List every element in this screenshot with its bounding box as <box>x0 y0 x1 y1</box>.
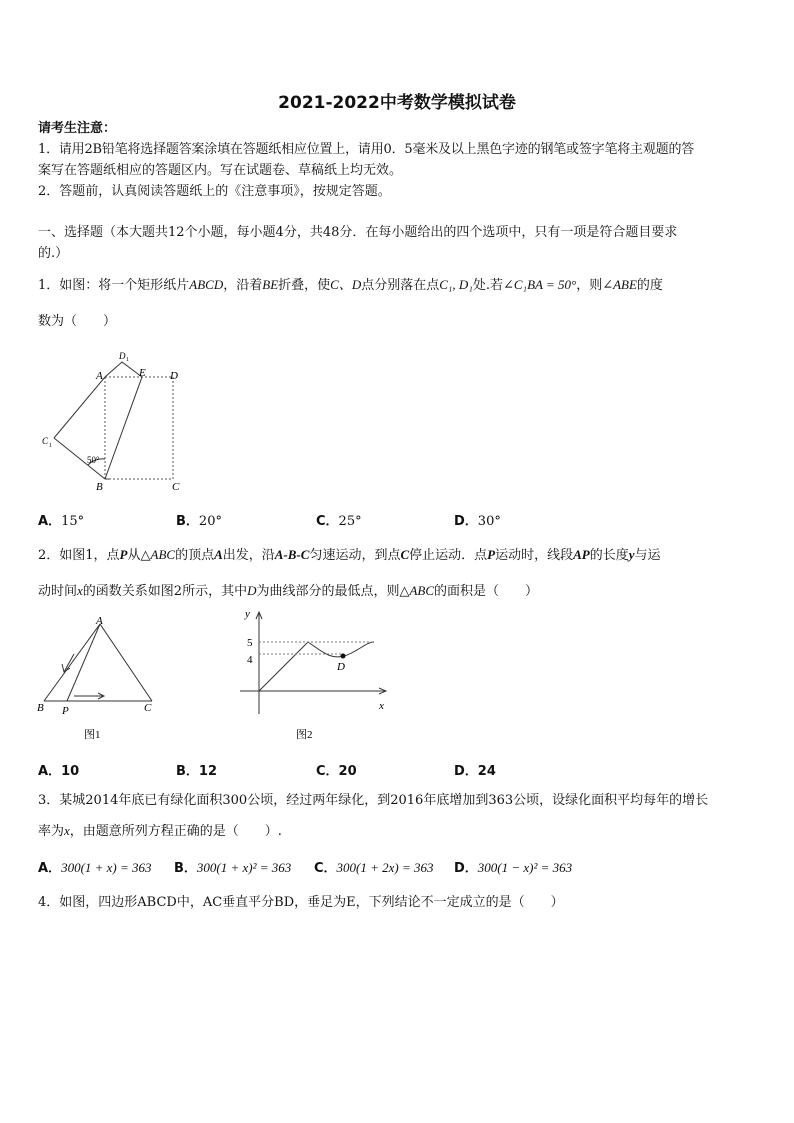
option-letter: B． <box>176 514 199 529</box>
q1-text: 1．如图：将一个矩形纸片 <box>38 278 190 293</box>
q2-option-b[interactable] <box>176 760 217 779</box>
option-letter: D． <box>454 764 478 779</box>
notice-heading: 请考生注意： <box>38 121 117 136</box>
option-value: 300(1 + 2x) = 363 <box>336 860 434 875</box>
q3-option-a[interactable] <box>38 857 152 876</box>
q2-fig1-label-b: B <box>37 702 44 714</box>
q2-text: 的长度 <box>589 548 629 563</box>
section-heading-line-1: 一、选择题（本大题共12个小题，每小题4分，共48分．在每小题给出的四个选项中，只有一项是符合题目要求 <box>38 225 678 240</box>
option-letter: C． <box>316 514 339 529</box>
q1-label-c1: C <box>42 436 49 446</box>
q3-value-300: 300 <box>222 793 248 808</box>
q2-stem-line-1 <box>38 544 661 566</box>
q2-figure-2 <box>228 606 398 744</box>
q2-text: 出发，沿 <box>222 548 275 563</box>
q1-abe: ∠ABE <box>602 277 637 292</box>
q1-label-d1-sub: 1 <box>126 357 129 363</box>
notice-line-2: 案写在答题纸相应的答题区内。写在试题卷、草稿纸上均无效。 <box>38 163 403 178</box>
q3-year-2016: 2016 <box>390 793 424 808</box>
q1-option-d[interactable] <box>454 510 501 529</box>
q2-option-d[interactable] <box>454 760 496 779</box>
q2-text: 动时间 <box>38 584 78 599</box>
option-value: 30° <box>477 514 501 529</box>
q2-abc2: ABC <box>409 583 435 598</box>
q2-fig2-tick-4: 4 <box>247 654 253 666</box>
q2-text: 从△ <box>127 548 151 563</box>
option-letter: A． <box>38 861 62 876</box>
q2-fig2-label-y: y <box>245 608 250 620</box>
q3-text: ，由题意所列方程正确的是（ ）. <box>69 824 282 839</box>
q1-text: 点分别落在点 <box>361 278 440 293</box>
option-value: 10 <box>61 764 80 779</box>
q2-fig2-tick-5: 5 <box>247 637 253 649</box>
notice-line-1: 1．请用2B铅笔将选择题答案涂填在答题纸相应位置上，请用0．5毫米及以上黑色字迹的钢笔或签字笔将主观题的答 <box>38 142 695 157</box>
q2-ap: AP <box>573 547 590 562</box>
q1-cd: C、D <box>330 277 362 292</box>
q2-text: 的顶点 <box>175 548 215 563</box>
q2-d: D <box>247 583 257 598</box>
option-value: 24 <box>477 764 496 779</box>
q1-option-b[interactable] <box>176 510 222 529</box>
q2-text: 与运 <box>634 548 661 563</box>
q1-text: ，则 <box>576 278 603 293</box>
q2-fig1-caption: 图1 <box>84 729 101 741</box>
q1-text: 的度 <box>636 278 663 293</box>
q3-x: x <box>64 823 70 838</box>
q2-figure-1 <box>34 612 164 744</box>
option-letter: A． <box>38 764 62 779</box>
q3-text: 年底增加到 <box>423 793 489 808</box>
q2-text: 2．如图1，点 <box>38 548 120 563</box>
q1-label-a: A <box>96 370 103 382</box>
q2-x: x <box>77 583 83 598</box>
q2-option-a[interactable] <box>38 760 79 779</box>
q1-option-a[interactable] <box>38 510 84 529</box>
page-title: 2021-2022中考数学模拟试卷 <box>278 93 516 113</box>
option-value: 300(1 − x)² = 363 <box>477 860 573 875</box>
q3-year-2014: 2014 <box>85 793 119 808</box>
option-value: 300(1 + x) = 363 <box>61 860 152 875</box>
q1-angle: ∠C₁BA = 50° <box>502 277 577 292</box>
q1-abcd: ABCD <box>189 277 224 292</box>
q1-label-d1: D <box>119 351 126 361</box>
q2-text: 的面积是（ ） <box>434 584 539 599</box>
option-value: 15° <box>61 514 85 529</box>
q1-text: 折叠，使 <box>278 278 331 293</box>
option-letter: C． <box>316 764 339 779</box>
option-value: 25° <box>338 514 362 529</box>
option-value: 12 <box>198 764 218 779</box>
q1-label-e: E <box>139 367 146 379</box>
q1-option-c[interactable] <box>316 510 362 529</box>
q2-abc: ABC <box>150 547 176 562</box>
notice-line-3: 2．答题前，认真阅读答题纸上的《注意事项》，按规定答题。 <box>38 184 391 199</box>
q1-c1d1: C₁, D₁ <box>439 277 473 292</box>
option-value: 20° <box>198 514 222 529</box>
option-value: 20 <box>338 764 357 779</box>
option-letter: A． <box>38 514 62 529</box>
q3-text: 公顷，设绿化面积平均每年的增长 <box>513 793 709 808</box>
q2-text: 停止运动．点 <box>409 548 488 563</box>
q1-label-c1-sub: 1 <box>49 443 52 449</box>
q2-fig1-label-c: C <box>144 702 152 714</box>
q1-label-d: D <box>170 370 178 382</box>
q3-stem-line-2 <box>38 820 282 842</box>
q4-stem: 4．如图，四边形ABCD中，AC垂直平分BD，垂足为E，下列结论不一定成立的是（ ） <box>38 895 564 910</box>
q1-stem-line-2: 数为（ ） <box>38 314 117 329</box>
q2-text: 运动时，线段 <box>495 548 574 563</box>
q2-text: 匀速运动，到点 <box>309 548 401 563</box>
option-letter: D． <box>454 861 478 876</box>
q2-fig1-label-p: P <box>62 705 69 717</box>
q1-stem-line-1 <box>38 274 663 296</box>
q2-stem-line-2 <box>38 580 538 602</box>
section-heading-line-2: 的.） <box>38 246 69 261</box>
q3-text: 公顷，经过两年绿化，到 <box>247 793 391 808</box>
q2-text: 为曲线部分的最低点，则△ <box>256 584 410 599</box>
q1-be: BE <box>262 277 279 292</box>
q2-text: 的函数关系如图2所示，其中 <box>82 584 248 599</box>
q2-c: C <box>400 547 410 562</box>
q2-fig2-label-x: x <box>379 700 384 712</box>
q2-p2: P <box>487 547 496 562</box>
option-letter: B． <box>176 764 199 779</box>
q1-text: 处.若 <box>472 278 503 293</box>
q2-a: A <box>214 547 223 562</box>
q2-fig1-label-a: A <box>96 615 103 627</box>
q1-figure <box>36 348 196 498</box>
q3-text: 率为 <box>38 824 65 839</box>
q2-p: P <box>119 547 128 562</box>
q3-text: 年底已有绿化面积 <box>118 793 223 808</box>
q2-option-c[interactable] <box>316 760 357 779</box>
q2-fig2-label-d: D <box>337 661 345 673</box>
option-letter: C． <box>314 861 337 876</box>
option-letter: B． <box>174 861 197 876</box>
q3-option-d[interactable] <box>454 857 572 876</box>
q2-y: y <box>628 547 635 562</box>
q1-label-c: C <box>172 481 180 493</box>
q3-text: 3．某城 <box>38 793 86 808</box>
q3-option-c[interactable] <box>314 857 434 876</box>
q3-stem-line-1 <box>38 790 708 811</box>
option-letter: D． <box>454 514 478 529</box>
q1-text: ，沿着 <box>223 278 263 293</box>
option-value: 300(1 + x)² = 363 <box>196 860 292 875</box>
q2-fig2-caption: 图2 <box>296 729 313 741</box>
q1-label-angle: 50° <box>87 455 100 465</box>
q3-option-b[interactable] <box>174 857 291 876</box>
q1-label-b: B <box>96 481 103 493</box>
q3-value-363: 363 <box>488 793 514 808</box>
q2-path: A-B-C <box>274 547 310 562</box>
